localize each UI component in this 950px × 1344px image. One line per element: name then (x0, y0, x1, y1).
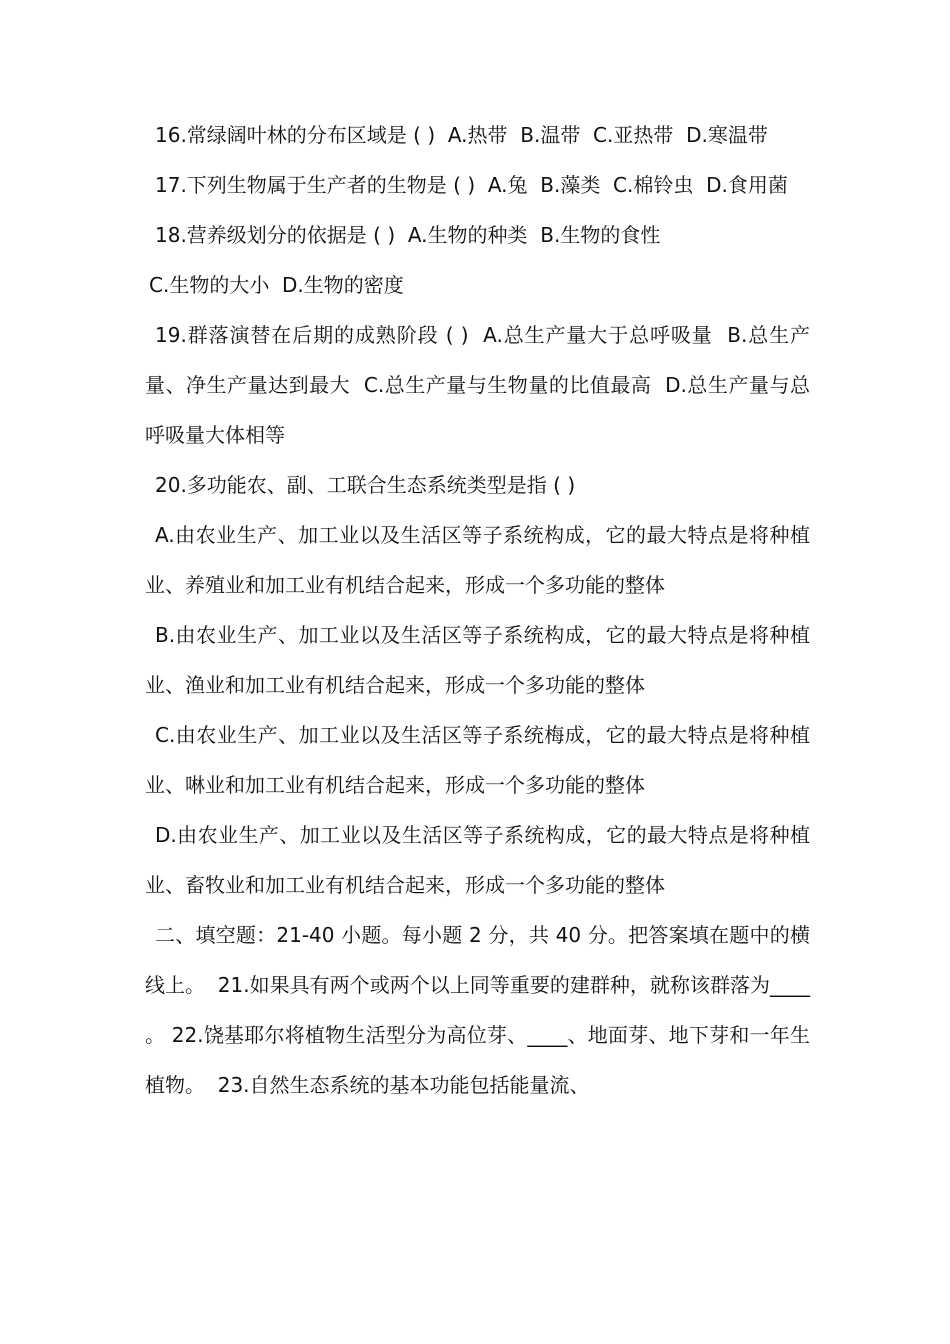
document-body (145, 110, 817, 1110)
question-20-option-a: A.由农业生产、加工业以及生活区等子系统构成，它的最大特点是将种植业、养殖业和加工业有机结合起来，形成一个多功能的整体 (145, 523, 810, 597)
question-19: 19.群落演替在后期的成熟阶段 ( ) A.总生产量大于总呼吸量 B.总生产量、净生产量达到最大 C.总生产量与生物量的比值最高 D.总生产量与总呼吸量大体相等 (145, 323, 810, 447)
question-18-options: C.生物的大小 D.生物的密度 (149, 273, 404, 297)
question-20: 20.多功能农、副、工联合生态系统类型是指 ( ) (155, 473, 576, 497)
question-20-option-d: D.由农业生产、加工业以及生活区等子系统构成，它的最大特点是将种植业、畜牧业和加工业有机结合起来，形成一个多功能的整体 (145, 823, 810, 897)
fill-in-section: 二、填空题：21-40 小题。每小题 2 分，共 40 分。把答案填在题中的横线上。 21.如果具有两个或两个以上同等重要的建群种，就称该群落为____ 。 22.饶基耶尔将植物生活型分为高位芽、____、地面芽、地下芽和一年生植物。 23.自然生态系统的基本功能包括能量流、 (145, 923, 817, 1097)
question-16: 16.常绿阔叶林的分布区域是 ( ) A.热带 B.温带 C.亚热带 D.寒温带 (155, 123, 768, 147)
question-18: 18.营养级划分的依据是 ( ) A.生物的种类 B.生物的食性 (155, 223, 661, 247)
question-17: 17.下列生物属于生产者的生物是 ( ) A.兔 B.藻类 C.棉铃虫 D.食用菌 (155, 173, 788, 197)
question-20-option-b: B.由农业生产、加工业以及生活区等子系统构成，它的最大特点是将种植业、渔业和加工业有机结合起来，形成一个多功能的整体 (145, 623, 810, 697)
question-20-option-c: C.由农业生产、加工业以及生活区等子系统梅成，它的最大特点是将种植业、啉业和加工业有机结合起来，形成一个多功能的整体 (145, 723, 810, 797)
